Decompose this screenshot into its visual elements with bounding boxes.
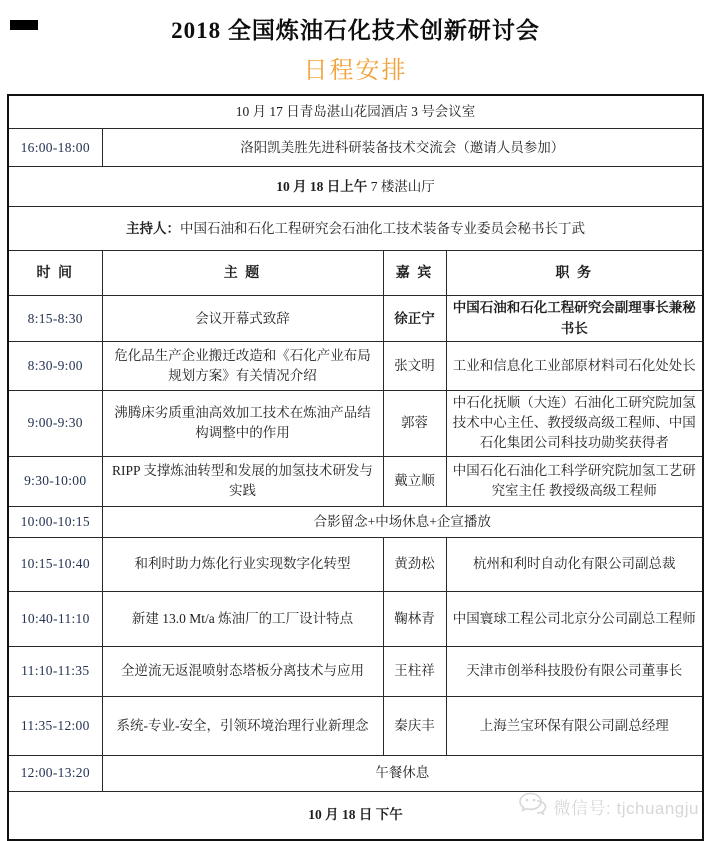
table-row	[8, 390, 703, 456]
time-cell: 10:15-10:40	[8, 537, 102, 591]
position-cell: 杭州和利时自动化有限公司副总裁	[446, 537, 703, 591]
topic-cell: 会议开幕式致辞	[102, 296, 383, 342]
topic-cell: 危化品生产企业搬迁改造和《石化产业布局规划方案》有关情况介绍	[102, 341, 383, 390]
event-cell: 洛阳凯美胜先进科研装备技术交流会（邀请人员参加）	[102, 129, 703, 167]
page-title: 2018 全国炼油石化技术创新研讨会	[171, 18, 540, 43]
table-row	[8, 207, 703, 251]
moderator-cell: 主持人：中国石油和石化工程研究会石油化工技术装备专业委员会秘书长丁武	[8, 207, 703, 251]
page-subtitle: 日程安排	[303, 56, 408, 84]
time-cell: 9:00-9:30	[8, 390, 102, 456]
topic-cell: 系统-专业-安全，引领环境治理行业新理念	[102, 696, 383, 755]
time-cell: 11:10-11:35	[8, 646, 102, 696]
guest-cell: 秦庆丰	[383, 696, 446, 755]
guest-cell: 张文明	[383, 341, 446, 390]
time-cell: 10:40-11:10	[8, 591, 102, 646]
position-cell: 中国石化石油化工科学研究院加氢工艺研究室主任 教授级高级工程师	[446, 456, 703, 506]
time-cell: 16:00-18:00	[8, 129, 102, 167]
table-row	[8, 506, 703, 537]
col-header-position: 职 务	[446, 251, 703, 296]
table-row	[8, 646, 703, 696]
position-cell: 中石化抚顺（大连）石油化工研究院加氢技术中心主任、教授级高级工程师、中国石化集团公司科技功勋奖获得者	[446, 390, 703, 456]
topic-cell: 新建 13.0 Mt/a 炼油厂的工厂设计特点	[102, 591, 383, 646]
position-cell: 中国寰球工程公司北京分公司副总工程师	[446, 591, 703, 646]
venue-cell: 10 月 17 日青岛湛山花园酒店 3 号会议室	[8, 95, 703, 129]
watermark-text: 微信号: tjchuangju	[553, 799, 699, 818]
position-cell: 上海兰宝环保有限公司副总经理	[446, 696, 703, 755]
wechat-icon	[518, 792, 548, 821]
schedule-page	[0, 16, 711, 837]
position-cell: 工业和信息化工业部原材料司石化处处长	[446, 341, 703, 390]
watermark	[518, 792, 699, 821]
table-row	[8, 591, 703, 646]
position-cell: 天津市创举科技股份有限公司董事长	[446, 646, 703, 696]
col-header-guest: 嘉 宾	[383, 251, 446, 296]
header-row	[8, 251, 703, 296]
guest-cell: 王柱祥	[383, 646, 446, 696]
guest-cell: 黄劲松	[383, 537, 446, 591]
topic-cell: 沸腾床劣质重油高效加工技术在炼油产品结构调整中的作用	[102, 390, 383, 456]
guest-cell: 戴立顺	[383, 456, 446, 506]
guest-cell: 徐正宁	[383, 296, 446, 342]
time-cell: 8:30-9:00	[8, 341, 102, 390]
time-cell: 11:35-12:00	[8, 696, 102, 755]
session-header-cell: 10 月 18 日上午 7 楼湛山厅	[8, 167, 703, 207]
guest-cell: 郭蓉	[383, 390, 446, 456]
break-cell: 午餐休息	[102, 755, 703, 791]
session-header-cell: 10 月 18 日 下午	[8, 791, 703, 840]
time-cell: 8:15-8:30	[8, 296, 102, 342]
corner-mark	[10, 20, 38, 30]
break-cell: 合影留念+中场休息+企宣播放	[102, 506, 703, 537]
time-cell: 12:00-13:20	[8, 755, 102, 791]
topic-cell: 全逆流无返混喷射态塔板分离技术与应用	[102, 646, 383, 696]
table-row	[8, 696, 703, 755]
position-cell: 中国石油和石化工程研究会副理事长兼秘书长	[446, 296, 703, 342]
topic-cell: 和利时助力炼化行业实现数字化转型	[102, 537, 383, 591]
schedule-table-body	[8, 95, 703, 840]
table-row	[8, 129, 703, 167]
schedule-table	[7, 94, 704, 841]
time-cell: 10:00-10:15	[8, 506, 102, 537]
table-row	[8, 341, 703, 390]
guest-cell: 鞠林青	[383, 591, 446, 646]
table-row	[8, 456, 703, 506]
table-row	[8, 167, 703, 207]
table-row	[8, 296, 703, 342]
table-row	[8, 537, 703, 591]
table-row	[8, 95, 703, 129]
col-header-time: 时 间	[8, 251, 102, 296]
topic-cell: RIPP 支撑炼油转型和发展的加氢技术研发与实践	[102, 456, 383, 506]
time-cell: 9:30-10:00	[8, 456, 102, 506]
col-header-topic: 主 题	[102, 251, 383, 296]
table-row	[8, 755, 703, 791]
